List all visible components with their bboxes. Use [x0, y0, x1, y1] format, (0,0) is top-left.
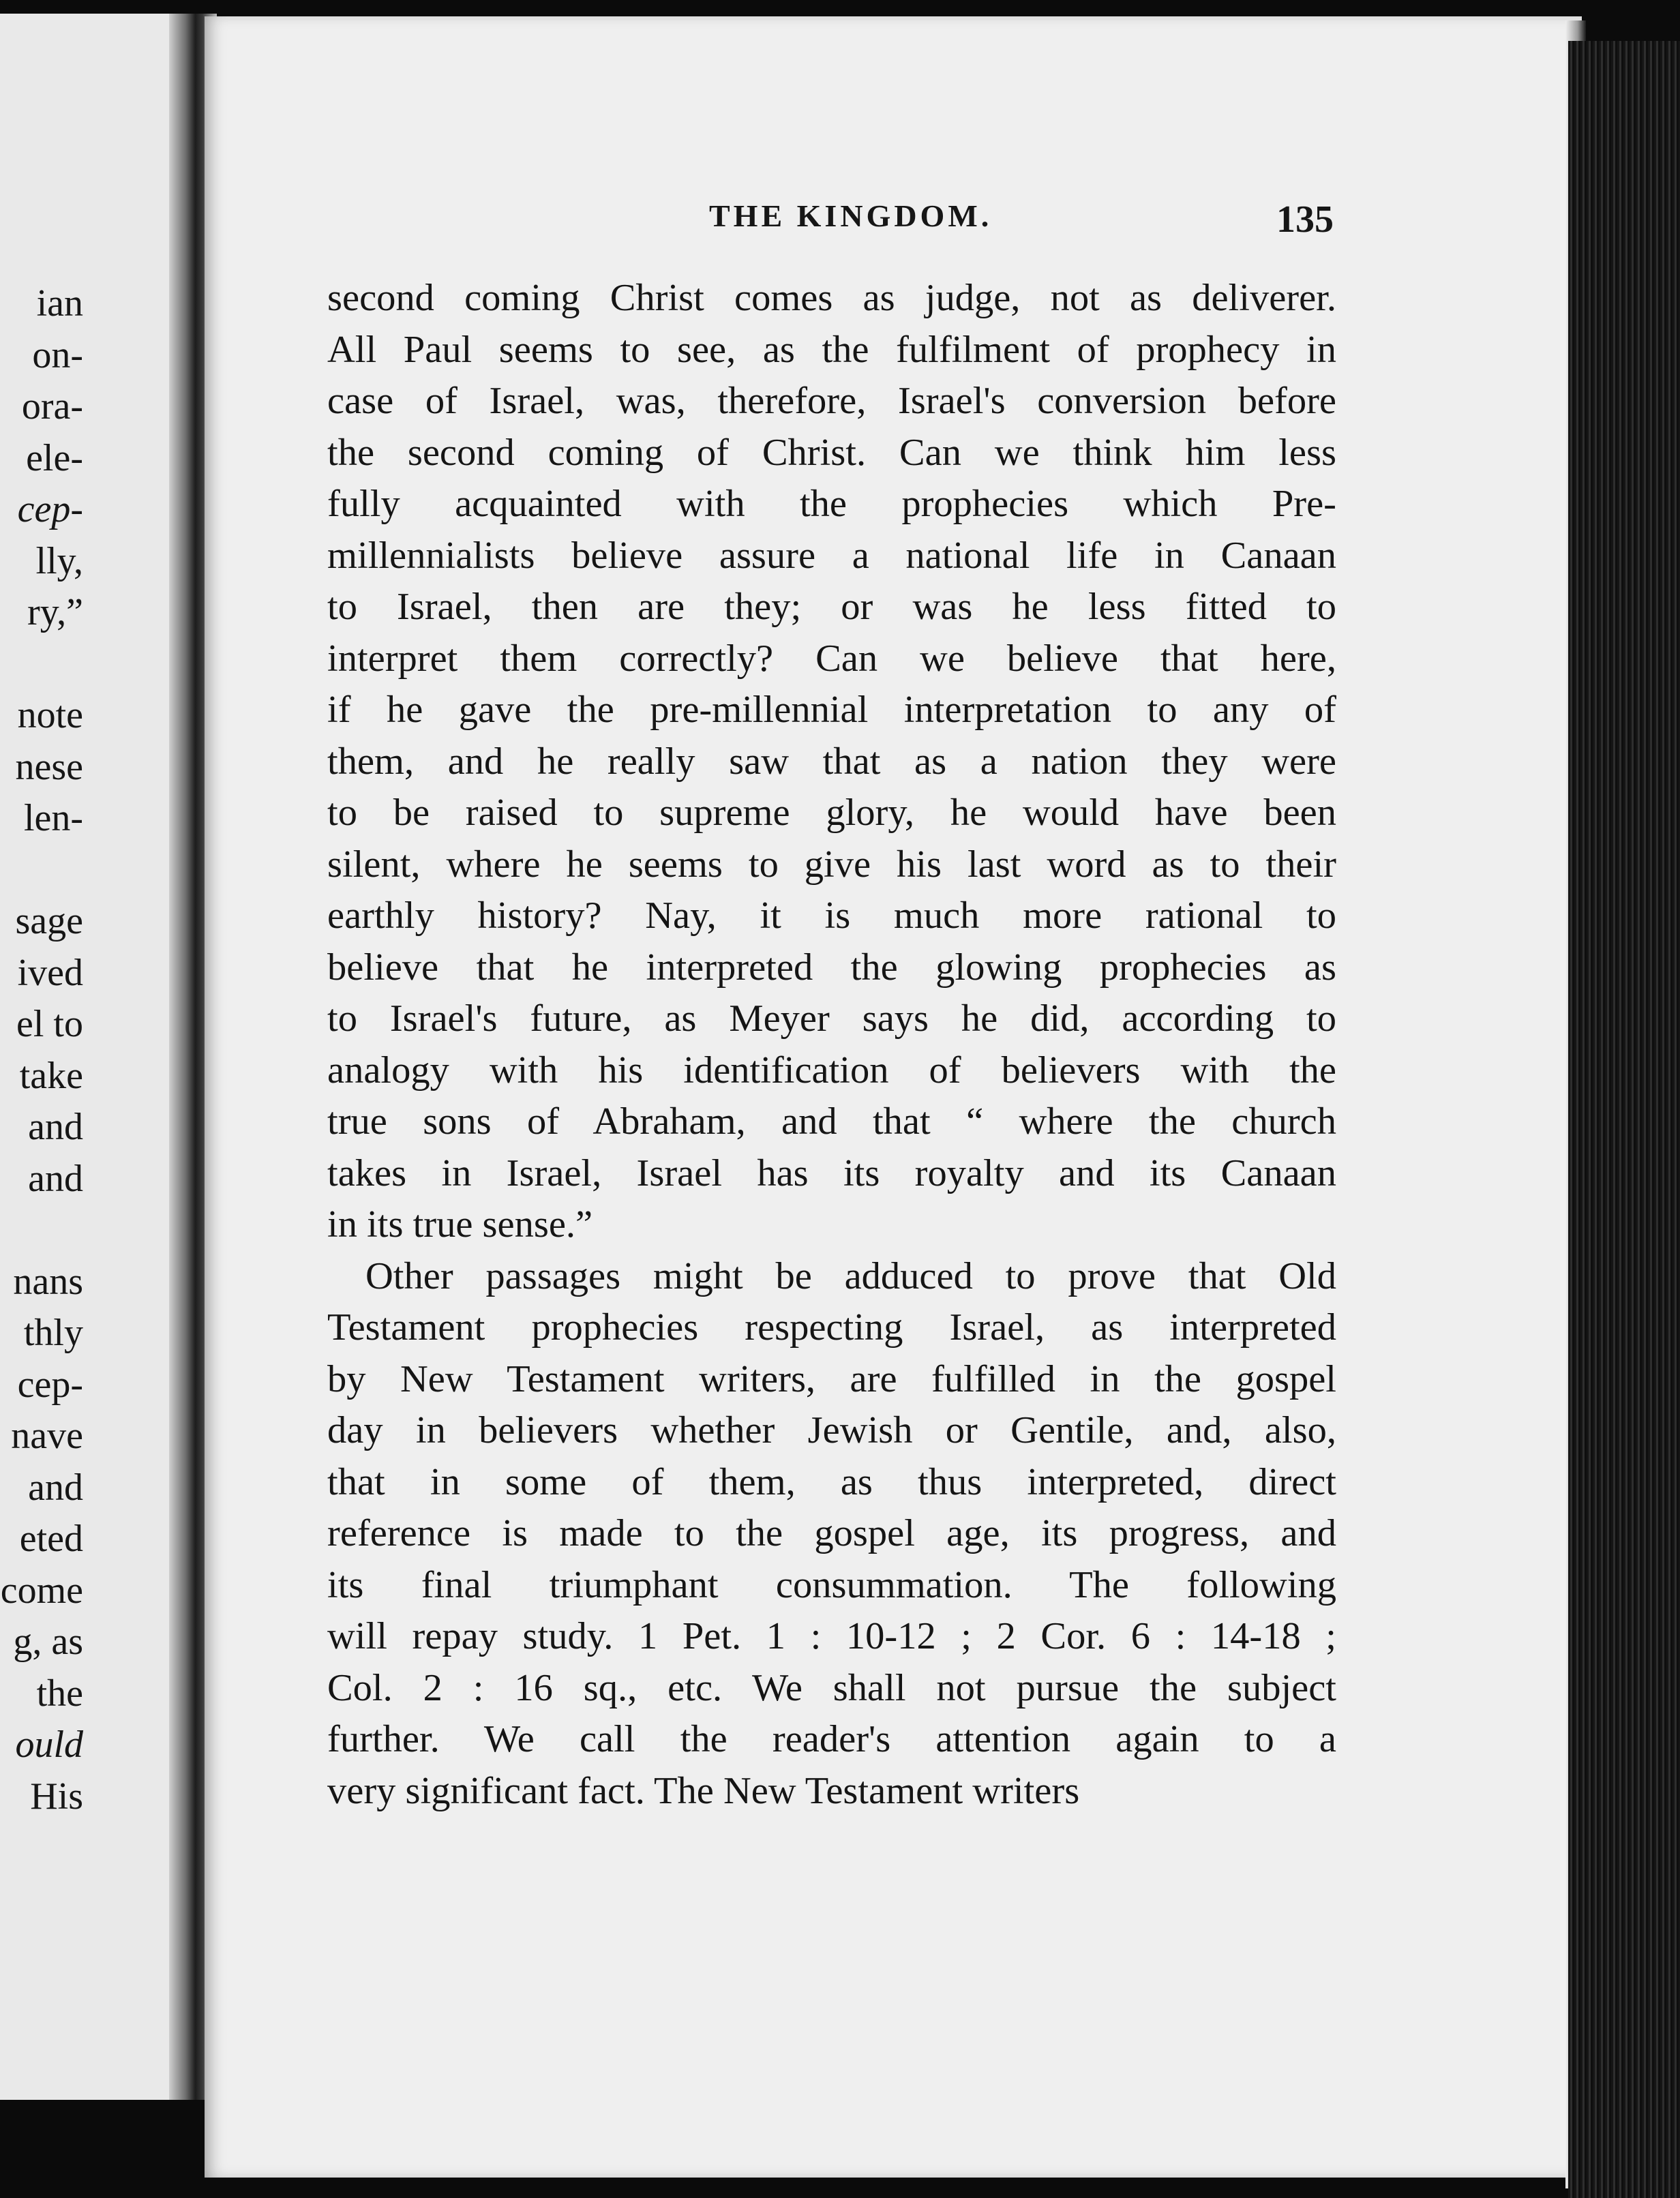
- previous-page-fragment: [0, 639, 83, 691]
- previous-page-fragment: sage: [15, 900, 83, 942]
- previous-page-fragment: ian: [36, 282, 83, 325]
- text-line: if he gave the pre-millennial interpretation to any of: [327, 689, 1336, 731]
- text-line: further. We call the reader's attention again to a: [327, 1718, 1336, 1760]
- previous-page-fragment: and: [28, 1466, 83, 1509]
- text-line: its final triumphant consummation. The following: [327, 1563, 1336, 1606]
- page-body: [327, 273, 1336, 1817]
- text-line: day in believers whether Jewish or Gentile, and, also,: [327, 1409, 1336, 1451]
- previous-page-fragment: cep-: [17, 488, 83, 530]
- text-line: the second coming of Christ. Can we think him less: [327, 431, 1336, 474]
- previous-page-fragment: on-: [32, 333, 83, 376]
- text-line: them, and he really saw that as a nation they were: [327, 740, 1336, 783]
- text-line: in its true sense.”: [327, 1203, 593, 1246]
- previous-page-fragment: nese: [15, 745, 83, 788]
- previous-page-fragment: el to: [16, 1003, 83, 1045]
- previous-page-fragment: note: [17, 694, 83, 736]
- text-line: silent, where he seems to give his last word as to their: [327, 843, 1336, 886]
- previous-page-fragment: ele-: [26, 436, 83, 479]
- text-line: fully acquainted with the prophecies which Pre-: [327, 483, 1336, 525]
- previous-page-fragment: eted: [19, 1518, 83, 1560]
- text-line: that in some of them, as thus interpreted, direct: [327, 1460, 1336, 1503]
- previous-page-fragment: the: [36, 1672, 83, 1715]
- text-line: analogy with his identification of believers with the: [327, 1049, 1336, 1092]
- text-line: second coming Christ comes as judge, not as deliverer.: [327, 277, 1336, 319]
- previous-page-fragment: [0, 845, 83, 897]
- text-line: Col. 2 : 16 sq., etc. We shall not pursue the subject: [327, 1666, 1336, 1709]
- text-line: millennialists believe assure a national life in Canaan: [327, 534, 1336, 577]
- previous-page-fragment: g, as: [13, 1621, 83, 1663]
- paragraph-2: [327, 1251, 1336, 1818]
- previous-page-fragment: take: [19, 1054, 83, 1097]
- previous-page-fragment: ry,”: [27, 591, 83, 633]
- previous-page-fragment: ould: [15, 1723, 83, 1766]
- previous-page-fragment: ived: [17, 951, 83, 994]
- previous-page-fragment: thly: [23, 1312, 83, 1354]
- previous-page-fragment: and: [28, 1157, 83, 1200]
- text-line: true sons of Abraham, and that “ where the church: [327, 1100, 1336, 1143]
- previous-page-fragment: lly,: [35, 539, 83, 582]
- previous-page-fragment: nans: [13, 1260, 83, 1303]
- text-line: Testament prophecies respecting Israel, as interpreted: [327, 1306, 1336, 1349]
- page-block-edges: [1568, 41, 1680, 2198]
- text-line: to Israel's future, as Meyer says he did, according to: [327, 997, 1336, 1040]
- text-line: to be raised to supreme glory, he would have been: [327, 792, 1336, 834]
- text-line: takes in Israel, Israel has its royalty and its Canaan: [327, 1151, 1336, 1194]
- previous-page-fragment: nave: [11, 1415, 83, 1457]
- previous-page-fragment: and: [28, 1106, 83, 1148]
- text-line: will repay study. 1 Pet. 1 : 10-12 ; 2 Cor. 6 : 14-18 ;: [327, 1615, 1336, 1657]
- previous-page-fragment: cep-: [17, 1363, 83, 1406]
- text-line: Other passages might be adduced to prove that Old: [365, 1254, 1336, 1297]
- text-line: to Israel, then are they; or was he less fitted to: [327, 586, 1336, 628]
- previous-page-fragment: [0, 1205, 83, 1256]
- text-line: reference is made to the gospel age, its progress, and: [327, 1512, 1336, 1554]
- text-line: believe that he interpreted the glowing prophecies as: [327, 946, 1336, 989]
- text-line: interpret them correctly? Can we believe that here,: [327, 637, 1336, 680]
- previous-page-fragment: His: [30, 1775, 83, 1818]
- text-line: very significant fact. The New Testament writers: [327, 1769, 1080, 1812]
- text-line: by New Testament writers, are fulfilled in the gospel: [327, 1357, 1336, 1400]
- page-number: 135: [1276, 198, 1334, 241]
- previous-page-text-fragments: [0, 278, 83, 1822]
- previous-page-fragment: come: [0, 1569, 83, 1612]
- text-line: All Paul seems to see, as the fulfilment of prophecy in: [327, 328, 1336, 371]
- text-line: case of Israel, was, therefore, Israel's conversion before: [327, 380, 1336, 422]
- running-head: THE KINGDOM.: [709, 198, 993, 233]
- text-line: earthly history? Nay, it is much more rational to: [327, 894, 1336, 937]
- previous-page-fragment: ora-: [21, 385, 83, 427]
- previous-page-fragment: len-: [23, 797, 83, 839]
- paragraph-1: [327, 273, 1336, 1251]
